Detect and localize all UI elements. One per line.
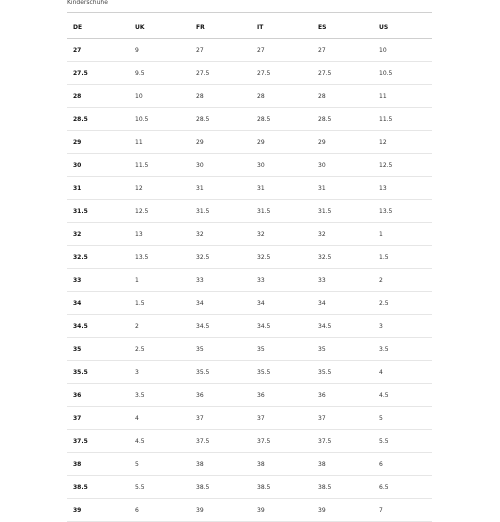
cell-es: 30 [312, 154, 373, 177]
cell-uk: 11.5 [129, 154, 190, 177]
cell-es: 31 [312, 177, 373, 200]
cell-uk: 4 [129, 407, 190, 430]
cell-uk: 9.5 [129, 62, 190, 85]
cell-fr: 31 [190, 177, 251, 200]
cell-uk: 13 [129, 223, 190, 246]
cell-de: 32 [67, 223, 129, 246]
cell-es: 29 [312, 131, 373, 154]
cell-es: 35.5 [312, 361, 373, 384]
cell-us: 4 [373, 361, 432, 384]
cell-it: 38 [251, 453, 312, 476]
table-header-row [67, 16, 432, 39]
cell-es: 36 [312, 384, 373, 407]
title-divider [67, 12, 432, 13]
cell-es: 35 [312, 338, 373, 361]
cell-fr: 33 [190, 269, 251, 292]
cell-de: 36 [67, 384, 129, 407]
cell-it: 35 [251, 338, 312, 361]
table-row [67, 453, 432, 476]
table-row [67, 384, 432, 407]
cell-us: 12 [373, 131, 432, 154]
cell-uk: 1 [129, 269, 190, 292]
column-header-it: IT [251, 16, 312, 39]
cell-it: 37.5 [251, 430, 312, 453]
cell-es: 31.5 [312, 200, 373, 223]
cell-es: 33 [312, 269, 373, 292]
table-row [67, 315, 432, 338]
cell-fr: 27 [190, 39, 251, 62]
cell-it: 36 [251, 384, 312, 407]
cell-uk: 12 [129, 177, 190, 200]
table-row [67, 430, 432, 453]
size-conversion-table [67, 16, 432, 522]
table-row [67, 223, 432, 246]
cell-de: 28.5 [67, 108, 129, 131]
cell-fr: 34.5 [190, 315, 251, 338]
cell-fr: 36 [190, 384, 251, 407]
cell-es: 38 [312, 453, 373, 476]
cell-de: 27.5 [67, 62, 129, 85]
cell-it: 29 [251, 131, 312, 154]
table-row [67, 292, 432, 315]
cell-it: 34 [251, 292, 312, 315]
cell-uk: 12.5 [129, 200, 190, 223]
cell-fr: 35 [190, 338, 251, 361]
table-body [67, 39, 432, 522]
table-row [67, 476, 432, 499]
cell-fr: 37.5 [190, 430, 251, 453]
cell-es: 37.5 [312, 430, 373, 453]
cell-us: 2 [373, 269, 432, 292]
cell-de: 28 [67, 85, 129, 108]
cell-de: 39 [67, 499, 129, 522]
cell-de: 29 [67, 131, 129, 154]
cell-uk: 2 [129, 315, 190, 338]
table-row [67, 177, 432, 200]
cell-de: 33 [67, 269, 129, 292]
cell-es: 28.5 [312, 108, 373, 131]
table-row [67, 131, 432, 154]
cell-uk: 3.5 [129, 384, 190, 407]
cell-uk: 13.5 [129, 246, 190, 269]
cell-es: 34.5 [312, 315, 373, 338]
column-header-es: ES [312, 16, 373, 39]
cell-us: 3.5 [373, 338, 432, 361]
cell-it: 32 [251, 223, 312, 246]
cell-de: 34.5 [67, 315, 129, 338]
cell-it: 27 [251, 39, 312, 62]
cell-us: 7 [373, 499, 432, 522]
cell-fr: 27.5 [190, 62, 251, 85]
cell-es: 32.5 [312, 246, 373, 269]
table-row [67, 246, 432, 269]
table-row [67, 154, 432, 177]
cell-de: 32.5 [67, 246, 129, 269]
cell-us: 13 [373, 177, 432, 200]
cell-us: 10 [373, 39, 432, 62]
cell-us: 5.5 [373, 430, 432, 453]
table-row [67, 200, 432, 223]
section-title: Kinderschuhe [67, 0, 108, 6]
cell-de: 27 [67, 39, 129, 62]
cell-es: 28 [312, 85, 373, 108]
cell-it: 27.5 [251, 62, 312, 85]
cell-fr: 28.5 [190, 108, 251, 131]
cell-fr: 39 [190, 499, 251, 522]
cell-fr: 30 [190, 154, 251, 177]
cell-fr: 38 [190, 453, 251, 476]
table-row [67, 361, 432, 384]
cell-de: 35 [67, 338, 129, 361]
cell-uk: 5 [129, 453, 190, 476]
table-row [67, 39, 432, 62]
cell-us: 13.5 [373, 200, 432, 223]
cell-de: 37.5 [67, 430, 129, 453]
column-header-de: DE [67, 16, 129, 39]
cell-fr: 32 [190, 223, 251, 246]
cell-fr: 35.5 [190, 361, 251, 384]
table-row [67, 338, 432, 361]
cell-es: 27 [312, 39, 373, 62]
cell-uk: 10 [129, 85, 190, 108]
cell-de: 37 [67, 407, 129, 430]
cell-fr: 28 [190, 85, 251, 108]
cell-us: 3 [373, 315, 432, 338]
cell-uk: 10.5 [129, 108, 190, 131]
cell-us: 4.5 [373, 384, 432, 407]
cell-es: 37 [312, 407, 373, 430]
cell-it: 28 [251, 85, 312, 108]
cell-uk: 3 [129, 361, 190, 384]
cell-uk: 4.5 [129, 430, 190, 453]
cell-us: 5 [373, 407, 432, 430]
cell-uk: 1.5 [129, 292, 190, 315]
cell-es: 34 [312, 292, 373, 315]
cell-it: 35.5 [251, 361, 312, 384]
column-header-uk: UK [129, 16, 190, 39]
cell-it: 39 [251, 499, 312, 522]
cell-es: 32 [312, 223, 373, 246]
cell-uk: 5.5 [129, 476, 190, 499]
table-row [67, 62, 432, 85]
cell-de: 34 [67, 292, 129, 315]
cell-de: 35.5 [67, 361, 129, 384]
cell-us: 12.5 [373, 154, 432, 177]
table-row [67, 269, 432, 292]
cell-es: 39 [312, 499, 373, 522]
table-row [67, 499, 432, 522]
cell-fr: 32.5 [190, 246, 251, 269]
cell-es: 38.5 [312, 476, 373, 499]
cell-it: 34.5 [251, 315, 312, 338]
table-row [67, 407, 432, 430]
cell-it: 33 [251, 269, 312, 292]
cell-us: 6 [373, 453, 432, 476]
cell-it: 37 [251, 407, 312, 430]
cell-uk: 2.5 [129, 338, 190, 361]
cell-de: 30 [67, 154, 129, 177]
cell-de: 31 [67, 177, 129, 200]
cell-it: 31.5 [251, 200, 312, 223]
cell-de: 38 [67, 453, 129, 476]
cell-fr: 38.5 [190, 476, 251, 499]
cell-it: 32.5 [251, 246, 312, 269]
cell-us: 11 [373, 85, 432, 108]
cell-uk: 6 [129, 499, 190, 522]
column-header-us: US [373, 16, 432, 39]
cell-us: 2.5 [373, 292, 432, 315]
cell-us: 11.5 [373, 108, 432, 131]
cell-us: 1.5 [373, 246, 432, 269]
cell-it: 28.5 [251, 108, 312, 131]
cell-es: 27.5 [312, 62, 373, 85]
cell-us: 10.5 [373, 62, 432, 85]
cell-fr: 37 [190, 407, 251, 430]
cell-de: 31.5 [67, 200, 129, 223]
table-row [67, 108, 432, 131]
cell-it: 30 [251, 154, 312, 177]
cell-fr: 34 [190, 292, 251, 315]
cell-uk: 11 [129, 131, 190, 154]
cell-us: 1 [373, 223, 432, 246]
cell-de: 38.5 [67, 476, 129, 499]
cell-uk: 9 [129, 39, 190, 62]
column-header-fr: FR [190, 16, 251, 39]
cell-it: 31 [251, 177, 312, 200]
cell-fr: 29 [190, 131, 251, 154]
cell-it: 38.5 [251, 476, 312, 499]
table-row [67, 85, 432, 108]
cell-us: 6.5 [373, 476, 432, 499]
cell-fr: 31.5 [190, 200, 251, 223]
